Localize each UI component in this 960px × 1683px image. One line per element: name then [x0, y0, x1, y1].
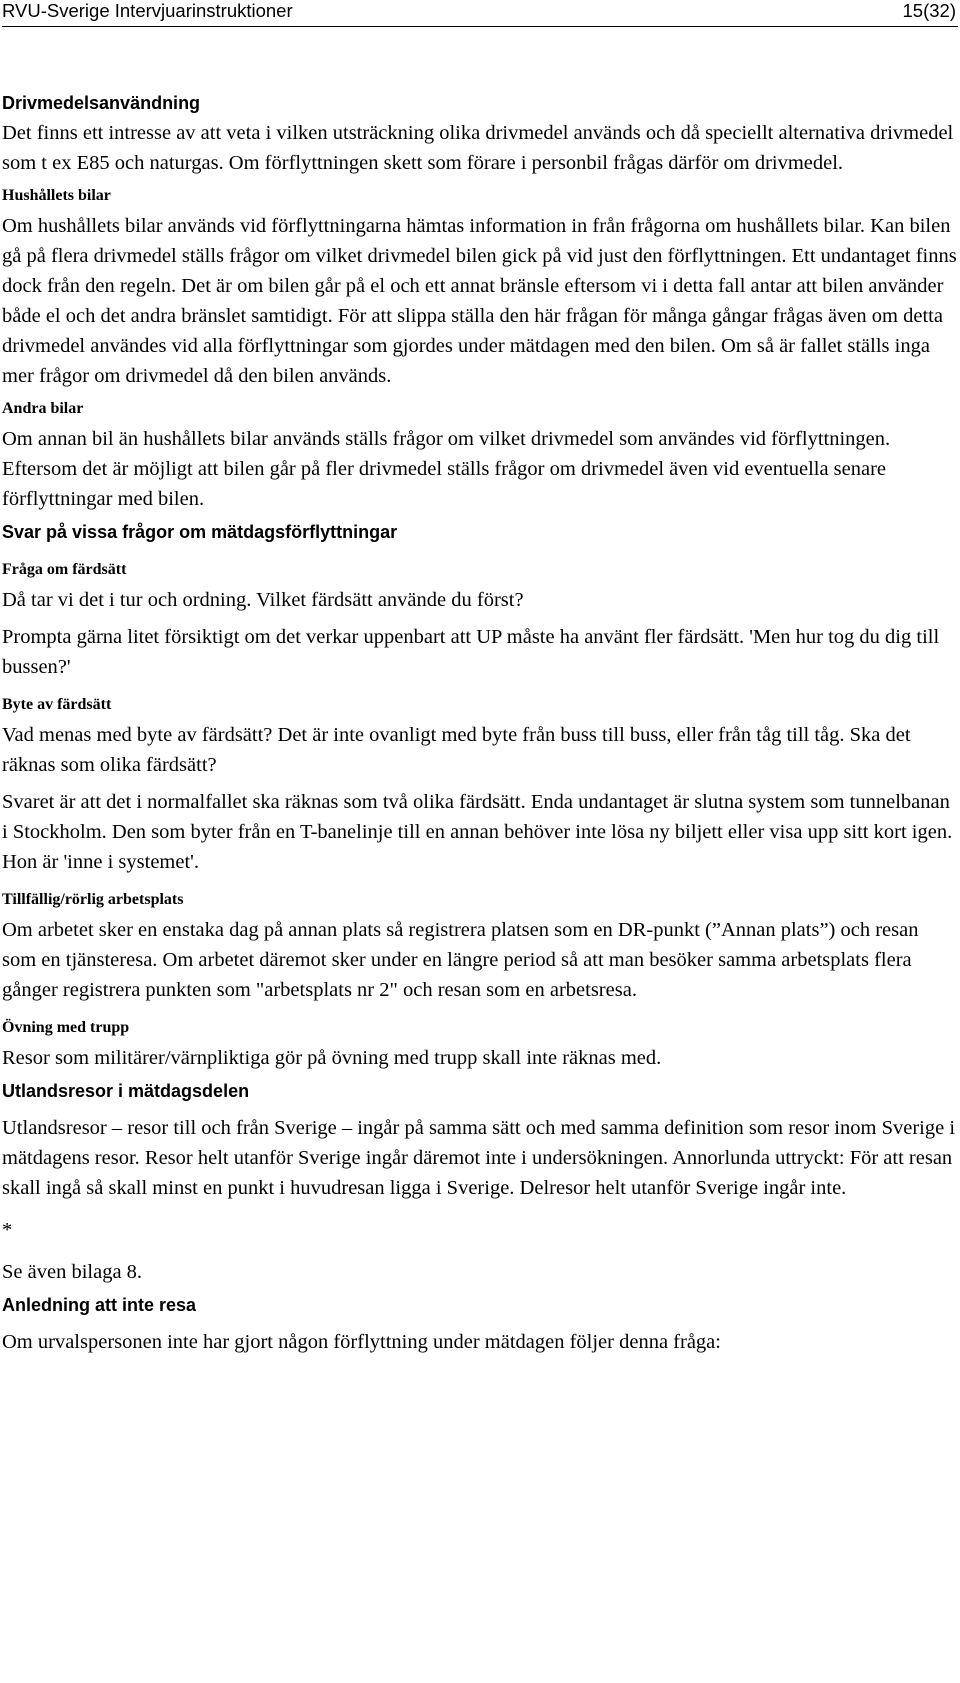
paragraph-andra-bilar: Om annan bil än hushållets bilar används ställs frågor om vilket drivmedel som användes vid förflyttningen. Eftersom det är möjligt att bilen går på fler drivmedel ställs frågor om drivmedel även vid eventuella senare förflyttningar med bilen. — [2, 428, 891, 510]
paragraph-hushallets-bilar: Om hushållets bilar används vid förflyttningarna hämtas information in från frågorna om hushållets bilar. Kan bilen gå på flera drivmedel ställs frågor om vilket drivmedel bilen gick på vid just den förflyttningen. Ett undantaget finns dock från den regeln. Det är om bilen går på el och ett annat bränsle eftersom vi i detta fall antar att bilen använder både el och det andra bränslet samtidigt. För att slippa ställa den här frågan för många gångar frågas även om detta drivmedel användes vid alla förflyttningar som gjordes under mätdagen med den bilen. Om så är fallet ställs inga mer frågor om drivmedel då den bilen används. — [2, 215, 957, 387]
heading-byte-av-fardsatt: Byte av färdsätt — [2, 696, 112, 713]
heading-andra-bilar: Andra bilar — [2, 400, 84, 417]
paragraph-utlandsresor: Utlandsresor – resor till och från Sverige – ingår på samma sätt och med samma definition som resor inom Sverige i mätdagens resor. Resor helt utanför Sverige ingår däremot inte i undersökningen. Annorlunda uttryckt: För att resan skall ingå så skall minst en punkt i huvudresan ligga i Sverige. Delresor helt utanför Sverige ingår inte. — [2, 1117, 956, 1199]
running-header — [2, 0, 958, 27]
paragraph-byte-2: Svaret är att det i normalfallet ska räknas som två olika färdsätt. Enda undantaget är slutna system som tunnelbanan i Stockholm. Den som byter från en T-banelinje till en annan behöver inte lösa ny biljett eller visa upp sitt kort igen. Hon är 'inne i systemet'. — [2, 791, 953, 873]
heading-ovning-med-trupp: Övning med trupp — [2, 1019, 130, 1036]
paragraph-fraga-2: Prompta gärna litet försiktigt om det verkar uppenbart att UP måste ha använt fler färdsätt. 'Men hur tog du dig till bussen?' — [2, 626, 940, 678]
heading-utlandsresor: Utlandsresor i mätdagsdelen — [2, 1081, 250, 1101]
heading-drivmedelsanvandning: Drivmedelsanvändning — [2, 93, 201, 113]
heading-anledning-att-inte-resa: Anledning att inte resa — [2, 1295, 197, 1315]
paragraph-anledning: Om urvalspersonen inte har gjort någon förflyttning under mätdagen följer denna fråga: — [2, 1331, 721, 1353]
paragraph-tillfallig: Om arbetet sker en enstaka dag på annan plats så registrera platsen som en DR-punkt (”Annan plats”) och resan som en tjänsteresa. Om arbetet däremot sker under en längre period så att man besöker samma arbetsplats flera gånger registrera punkten som "arbetsplats nr 2" och resan som en arbetsresa. — [2, 919, 919, 1001]
paragraph-byte-1: Vad menas med byte av färdsätt? Det är inte ovanligt med byte från buss till buss, eller från tåg till tåg. Ska det räknas som olika färdsätt? — [2, 724, 911, 776]
page-number: 15(32) — [902, 0, 956, 21]
document-body — [2, 92, 957, 1357]
paragraph-se-aven: Se även bilaga 8. — [2, 1261, 143, 1283]
document-title: RVU-Sverige Intervjuarinstruktioner — [2, 0, 293, 21]
heading-tillfallig-arbetsplats: Tillfällig/rörlig arbetsplats — [2, 891, 184, 908]
paragraph-fraga-1: Då tar vi det i tur och ordning. Vilket färdsätt använde du först? — [2, 589, 524, 611]
paragraph-ovning: Resor som militärer/värnpliktiga gör på övning med trupp skall inte räknas med. — [2, 1047, 662, 1069]
heading-fraga-om-fardsatt: Fråga om färdsätt — [2, 561, 127, 578]
heading-hushallets-bilar: Hushållets bilar — [2, 187, 111, 204]
paragraph-drivmedel: Det finns ett intresse av att veta i vilken utsträckning olika drivmedel används och då speciellt alternativa drivmedel som t ex E85 och naturgas. Om förflyttningen skett som förare i personbil frågas därför om drivmedel. — [2, 122, 954, 174]
heading-svar-pa-vissa-fragor: Svar på vissa frågor om mätdagsförflyttningar — [2, 522, 398, 542]
asterisk-marker: * — [2, 1219, 13, 1241]
